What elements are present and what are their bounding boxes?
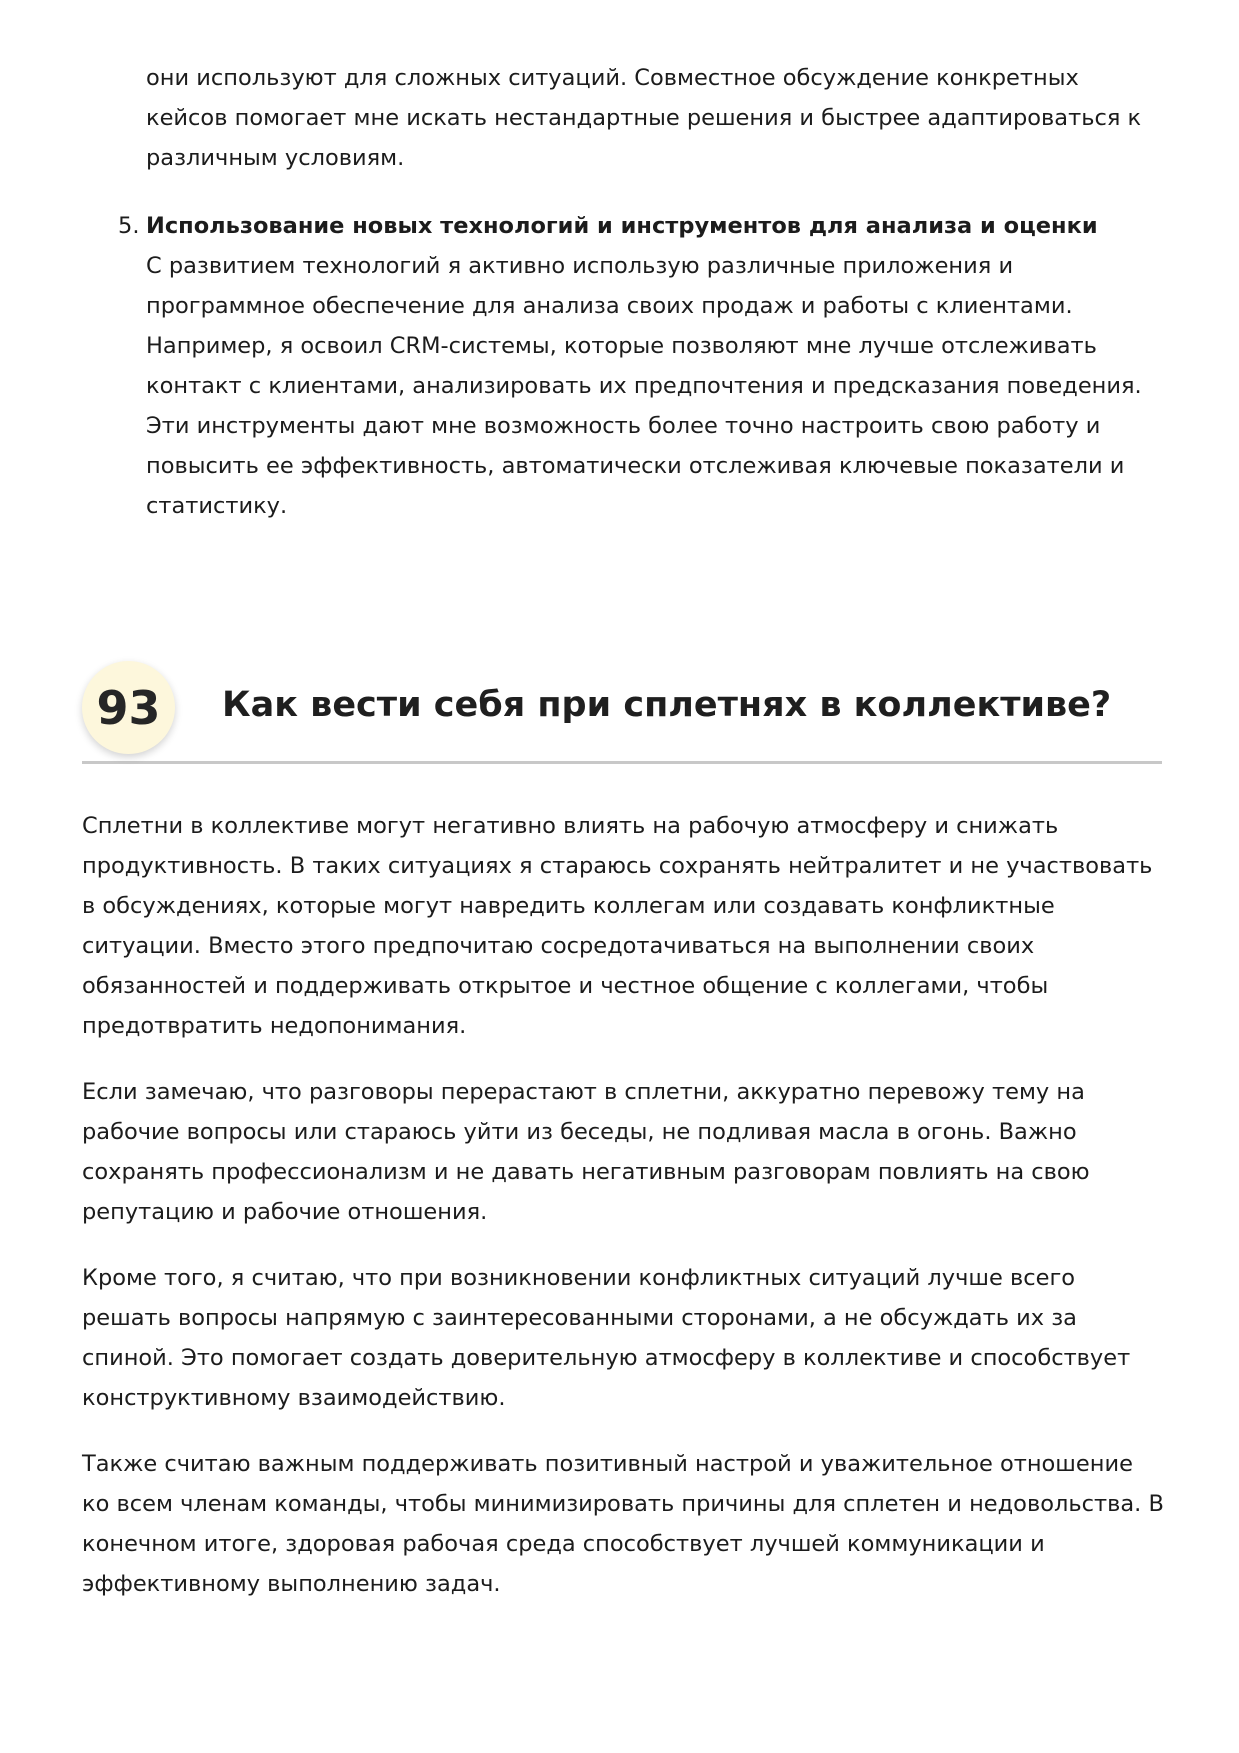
paragraph: Если замечаю, что разговоры перерастают в сплетни, аккуратно перевожу тему на рабочие вопросы или стараюсь уйти из беседы, не подливая масла в огонь. Важно сохранять профессионализм и не давать негативным разговорам повлиять на свою репутацию и рабочие отношения. <box>82 1079 1090 1225</box>
paragraph: Кроме того, я считаю, что при возникновении конфликтных ситуаций лучше всего решать вопросы напрямую с заинтересованными сторонами, а не обсуждать их за спиной. Это помогает создать доверительную атмосферу в коллективе и способствует конструктивному взаимодействию. <box>82 1265 1131 1411</box>
list-item-title: Использование новых технологий и инструментов для анализа и оценки <box>146 213 1098 239</box>
section-header <box>82 657 1162 764</box>
previous-item-continuation <box>146 58 1156 178</box>
section-title: Как вести себя при сплетнях в коллективе? <box>222 685 1112 725</box>
continuation-text: они используют для сложных ситуаций. Совместное обсуждение конкретных кейсов помогает мне искать нестандартные решения и быстрее адаптироваться к различным условиям. <box>146 65 1142 171</box>
section-number-badge: 93 <box>82 661 175 754</box>
list-item-number: 5. <box>118 213 140 239</box>
list-item-5 <box>118 206 1156 526</box>
paragraph: Также считаю важным поддерживать позитивный настрой и уважительное отношение ко всем членам команды, чтобы минимизировать причины для сплетен и недовольства. В конечном итоге, здоровая рабочая среда способствует лучшей коммуникации и эффективному выполнению задач. <box>82 1451 1164 1597</box>
paragraph: Сплетни в коллективе могут негативно влиять на рабочую атмосферу и снижать продуктивность. В таких ситуациях я стараюсь сохранять нейтралитет и не участвовать в обсуждениях, которые могут навредить коллегам или создавать конфликтные ситуации. Вместо этого предпочитаю сосредотачиваться на выполнении своих обязанностей и поддерживать открытое и честное общение с коллегами, чтобы предотвратить недопонимания. <box>82 813 1153 1039</box>
list-item-text: С развитием технологий я активно использую различные приложения и программное обеспечение для анализа своих продаж и работы с клиентами. Например, я освоил CRM-системы, которые позволяют мне лучше отслеживать контакт с клиентами, анализировать их предпочтения и предсказания поведения. Эти инструменты дают мне возможность более точно настроить свою работу и повысить ее эффективность, автоматически отслеживая ключевые показатели и статистику. <box>146 253 1142 519</box>
section-body <box>82 806 1164 1630</box>
